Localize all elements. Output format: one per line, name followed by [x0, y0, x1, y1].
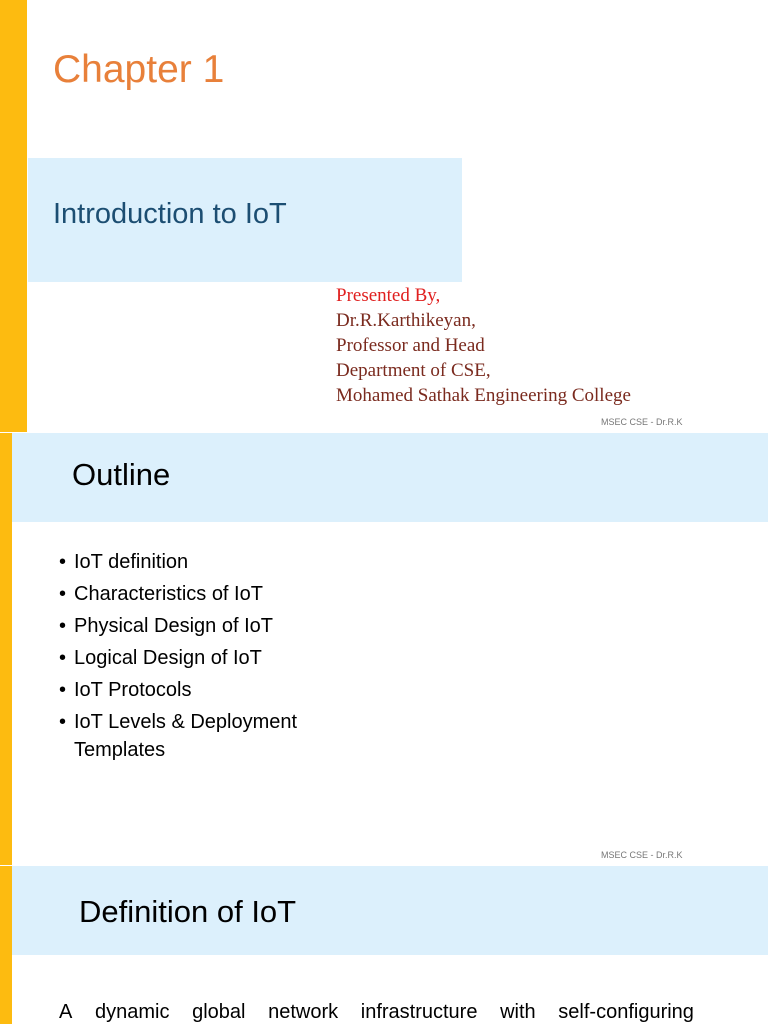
slide-outline: [0, 433, 768, 865]
definition-word: self-configuring: [558, 1001, 694, 1023]
slide-definition: [0, 866, 768, 1024]
slide-footer: MSEC CSE - Dr.R.K: [601, 417, 683, 427]
list-item: • IoT Protocols: [59, 676, 359, 704]
header-band: [12, 433, 768, 522]
slide-title: [0, 0, 768, 432]
presenter-block: [336, 283, 631, 408]
subtitle-band: [28, 158, 462, 282]
header-band: [12, 866, 768, 955]
list-item: • IoT definition: [59, 548, 359, 576]
outline-list: [59, 548, 359, 768]
list-item: • Characteristics of IoT: [59, 580, 359, 608]
presenter-name: Dr.R.Karthikeyan,: [336, 310, 476, 331]
definition-word: infrastructure: [360, 1001, 478, 1023]
definition-title: Definition of IoT: [79, 894, 297, 929]
definition-word: dynamic: [94, 1001, 170, 1023]
slide-footer: MSEC CSE - Dr.R.K: [601, 850, 683, 860]
subtitle-text: Introduction to IoT: [53, 198, 287, 230]
presenter-college: Mohamed Sathak Engineering College: [336, 385, 631, 406]
list-item: • IoT Levels & Deployment Templates: [59, 708, 359, 764]
presenter-role: Professor and Head: [336, 335, 485, 356]
presenter-label: Presented By,: [336, 285, 441, 306]
definition-text: [59, 998, 694, 1024]
outline-title: Outline: [72, 457, 171, 492]
list-item: • Physical Design of IoT: [59, 612, 359, 640]
accent-bar: [0, 866, 12, 1024]
definition-word: with: [500, 1001, 536, 1023]
presenter-department: Department of CSE,: [336, 360, 491, 381]
definition-word: A: [59, 1001, 73, 1023]
accent-bar: [0, 0, 27, 432]
accent-bar: [0, 433, 12, 865]
definition-word: network: [268, 1001, 339, 1023]
definition-word: global: [192, 1001, 246, 1023]
chapter-title: Chapter 1: [53, 48, 225, 91]
list-item: • Logical Design of IoT: [59, 644, 359, 672]
